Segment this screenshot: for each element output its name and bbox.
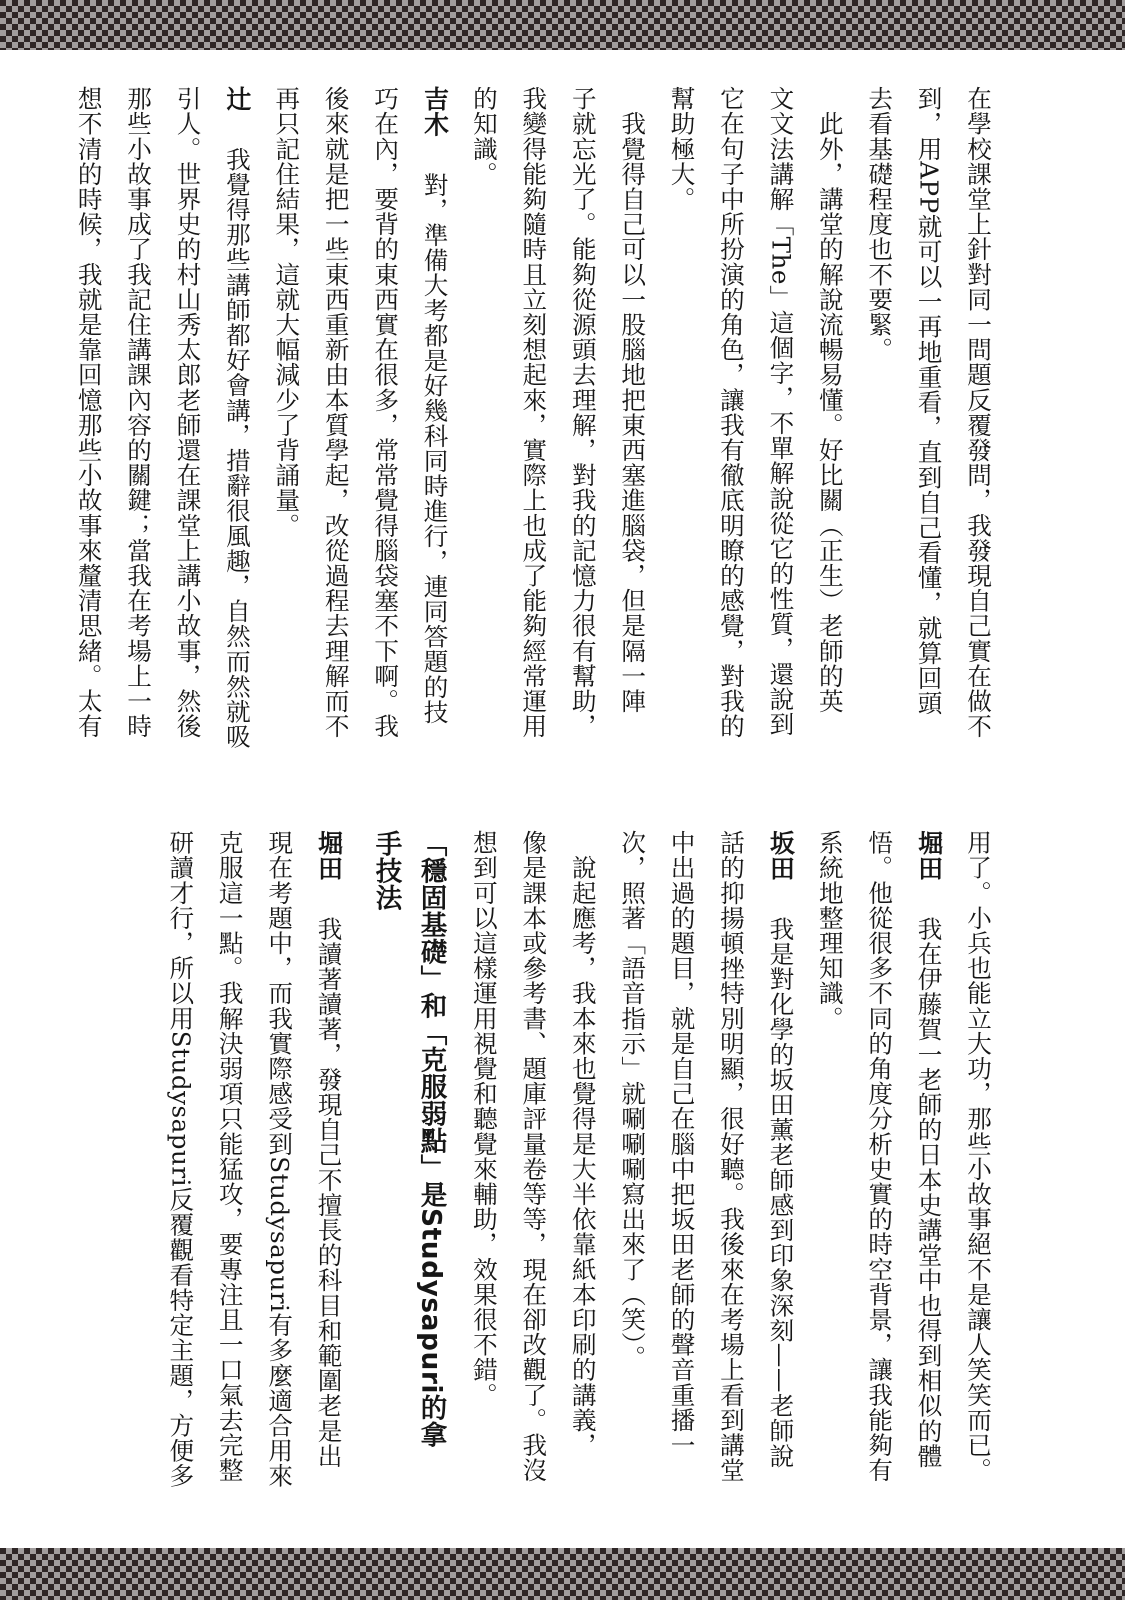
upper-text-block [74, 86, 1003, 776]
line: 引人。世界史的村山秀太郎老師還在課堂上講小故事，然後 [173, 86, 203, 739]
line: 話的抑揚頓挫特別明顯，很好聽。我後來在考場上看到講堂 [716, 830, 746, 1483]
speaker-name: 堀田 [314, 830, 344, 881]
line: 堀田 我讀著讀著，發現自己不擅長的科目和範圍老是出 [304, 830, 353, 1520]
line: 說起應考，我本來也覺得是大半依靠紙本印刷的講義， [568, 830, 598, 1458]
line: 再只記住結果，這就大幅減少了背誦量。 [272, 86, 302, 538]
line: 幫助極大。 [667, 86, 697, 212]
line: 像是課本或參考書、題庫評量卷等等，現在卻改觀了。我沒 [519, 830, 549, 1483]
line: 中出過的題目，就是自己在腦中把坂田老師的聲音重播一 [667, 830, 697, 1458]
line: 現在考題中，而我實際感受到Studysapuri有多麼適合用來 [265, 830, 295, 1489]
line: 後來就是把一些東西重新由本質學起，改從過程去理解而不 [321, 86, 351, 739]
line: 悟。他從很多不同的角度分析史實的時空背景，讓我能夠有 [865, 830, 895, 1483]
bottom-pattern-border [0, 1548, 1125, 1600]
line: 研讀才行，所以用Studysapuri反覆觀看特定主題，方便多 [166, 830, 196, 1489]
line: 吉木 對，準備大考都是好幾科同時進行，連同答題的技 [410, 86, 459, 776]
line: 巧在內，要背的東西實在很多，常常覺得腦袋塞不下啊。我 [371, 86, 401, 739]
line: 用了。小兵也能立大功，那些小故事絕不是讓人笑笑而已。 [964, 830, 993, 1483]
line: 想到可以這樣運用視覺和聽覺來輔助，效果很不錯。 [469, 830, 499, 1408]
line: 在學校課堂上針對同一問題反覆發問，我發現自己實在做不 [964, 86, 993, 739]
line: 此外，講堂的解說流暢易懂。好比關（正生）老師的英 [815, 86, 845, 714]
line: 去看基礎程度也不要緊。 [865, 86, 895, 363]
line: 我變得能夠隨時且立刻想起來，實際上也成了能夠經常運用 [519, 86, 549, 739]
line: 想不清的時候，我就是靠回憶那些小故事來釐清思緒。太有 [74, 86, 104, 739]
line: 系統地整理知識。 [815, 830, 845, 1031]
speaker-name: 堀田 [914, 830, 944, 881]
section-heading: 「穩固基礎」和「克服弱點」是Studysapuri的拿 手技法 [370, 830, 447, 1449]
top-pattern-border [0, 0, 1125, 50]
speaker-name: 吉木 [420, 86, 450, 137]
lower-text-block [103, 830, 1003, 1520]
line: 坂田 我是對化學的坂田薰老師感到印象深刻——老師說 [756, 830, 805, 1520]
speaker-name: 坂田 [766, 830, 796, 881]
line: 次，照著「語音指示」就唰唰唰寫出來了（笑）。 [618, 830, 648, 1370]
line: 子就忘光了。能夠從源頭去理解，對我的記憶力很有幫助， [568, 86, 598, 739]
line: 那些小故事成了我記住講課內容的關鍵；當我在考場上一時 [124, 86, 154, 739]
line: 的知識。 [469, 86, 499, 187]
line: 辻 我覺得那些講師都好會講，措辭很風趣，自然而然就吸 [213, 86, 262, 776]
speaker-name: 辻 [222, 86, 252, 112]
line: 到，用APP就可以一再地重看，直到自己看懂，就算回頭 [914, 86, 944, 716]
line: 文文法講解「The」這個字，不單解說從它的性質，還說到 [766, 86, 796, 737]
line: 我覺得自己可以一股腦地把東西塞進腦袋，但是隔一陣 [618, 86, 648, 714]
line: 堀田 我在伊藤賀一老師的日本史講堂中也得到相似的體 [904, 830, 953, 1520]
line: 克服這一點。我解決弱項只能猛攻，要專注且一口氣去完整 [215, 830, 245, 1483]
line: 它在句子中所扮演的角色，讓我有徹底明瞭的感覺，對我的 [716, 86, 746, 739]
